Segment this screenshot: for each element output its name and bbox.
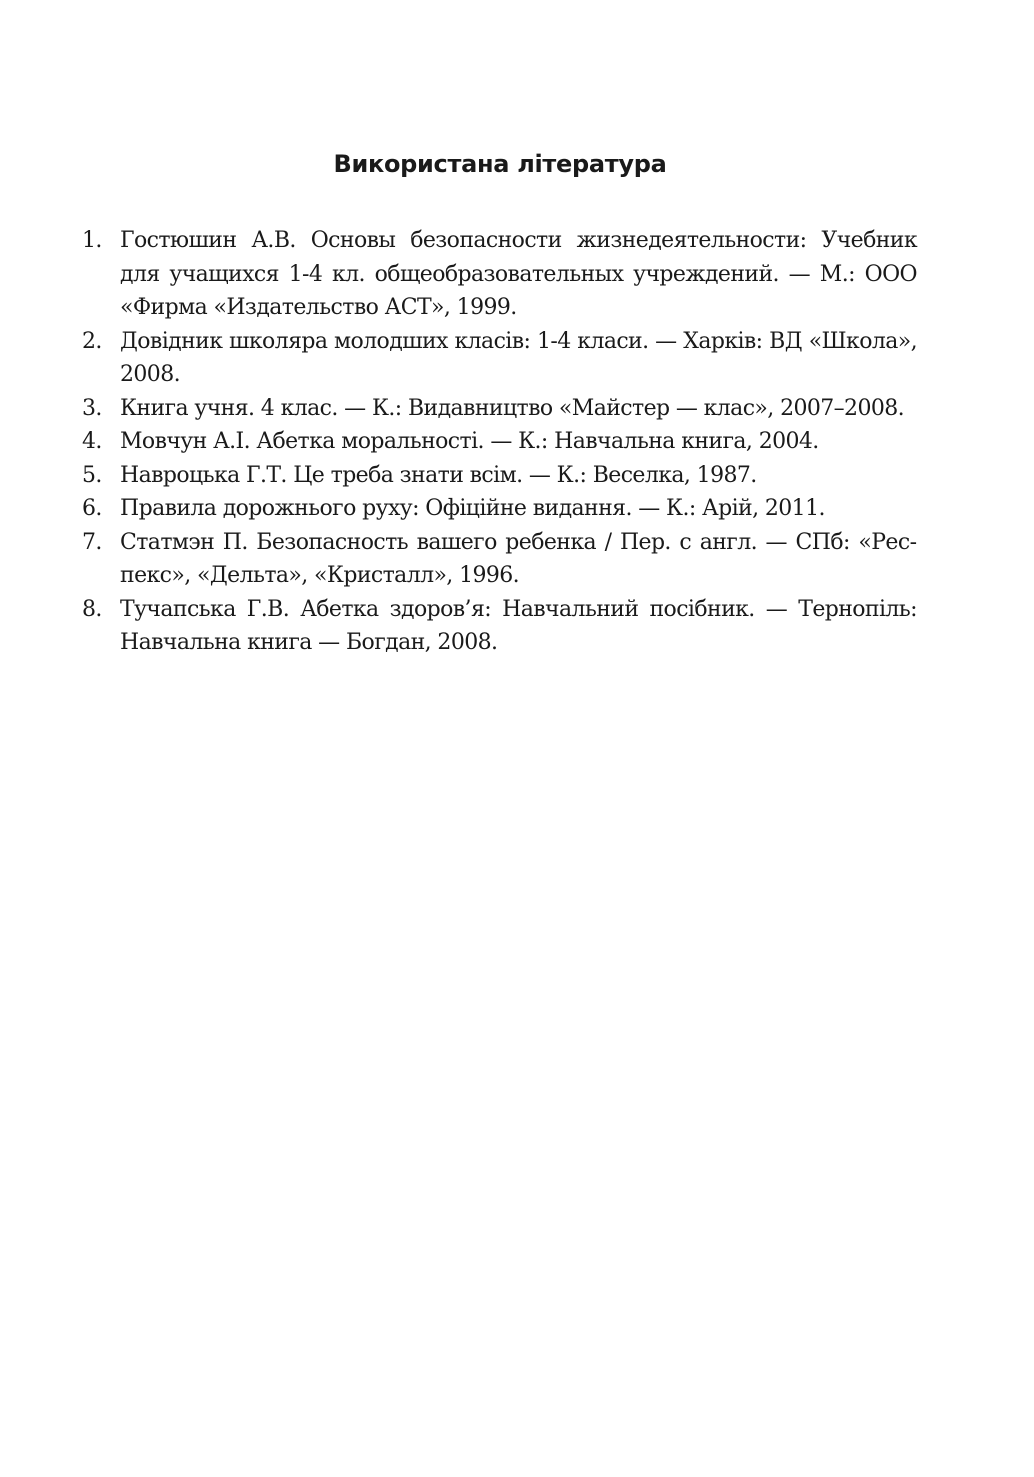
reference-text: Тучапська Г.В. Абетка здоров’я: Навчальний посібник. — Тернопіль: Навчальна книга — Богдан, 2008. (120, 596, 917, 655)
reference-number: 4. (82, 429, 102, 454)
reference-number: 1. (82, 228, 102, 253)
reference-text: Мовчун А.І. Абетка моральності. — К.: Навчальна книга, 2004. (120, 429, 819, 454)
reference-text: Статмэн П. Безопасность вашего ребенка / Пер. с англ. — СПб: «Респекс», «Дельта», «Кристалл», 1996. (120, 529, 917, 588)
reference-item (82, 224, 917, 325)
reference-number: 2. (82, 328, 102, 354)
reference-item (82, 526, 917, 593)
reference-item (82, 492, 917, 526)
reference-text: Довідник школяра молодших класів: 1-4 класи. — Харків: ВД «Школа», 2008. (120, 328, 917, 387)
reference-text: Гостюшин А.В. Основы безопасности жизнедеятельности: Учебник для учащихся 1-4 кл. общеобразовательных учреждений. — М.: ООО «Фирма «Издательство АСТ», 1999. (120, 228, 917, 320)
reference-text: Книга учня. 4 клас. — К.: Видавництво «Майстер — клас», 2007–2008. (120, 395, 905, 421)
reference-number: 5. (82, 462, 102, 488)
reference-item (82, 425, 917, 459)
reference-item (82, 459, 917, 493)
reference-list (82, 224, 917, 660)
reference-item (82, 392, 917, 426)
reference-number: 8. (82, 596, 102, 622)
page-title: Використана література (333, 150, 667, 178)
reference-text: Навроцька Г.Т. Це треба знати всім. — К.: Веселка, 1987. (120, 462, 757, 488)
reference-number: 3. (82, 395, 102, 421)
reference-item (82, 325, 917, 392)
reference-item (82, 593, 917, 660)
reference-text: Правила дорожнього руху: Офіційне видання. — К.: Арій, 2011. (120, 496, 825, 521)
reference-number: 6. (82, 496, 102, 521)
reference-number: 7. (82, 529, 102, 555)
